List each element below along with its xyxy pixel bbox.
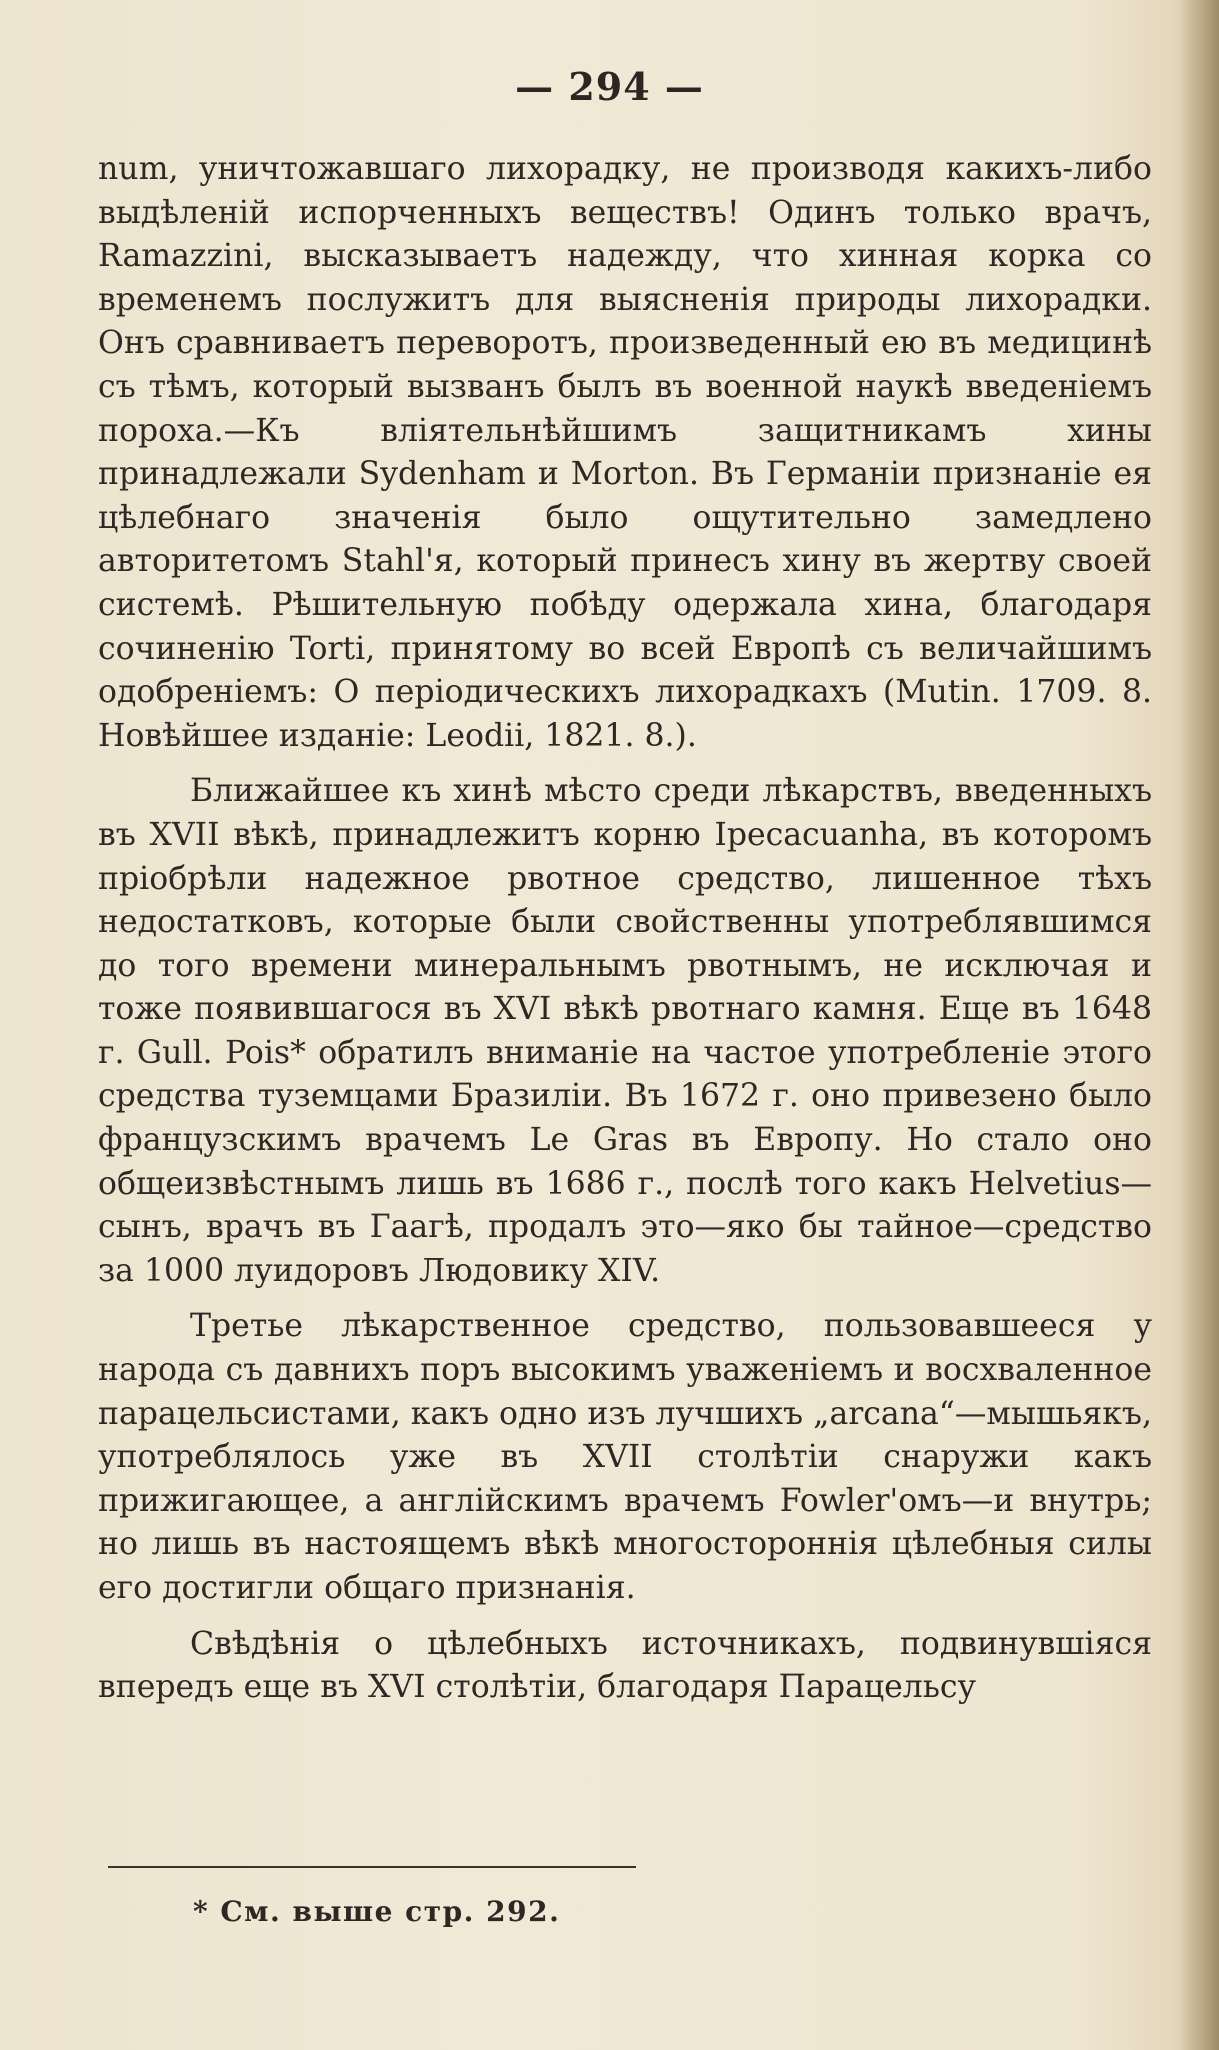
page-number: — 294 — (515, 64, 704, 109)
paragraph-2: Ближайшее къ хинѣ мѣсто среди лѣкарствъ, введенныхъ въ XVII вѣкѣ, принадлежитъ корню Ipecacuanha, въ которомъ пріобрѣли надежное рвотное средство, лишенное тѣхъ недостатковъ, которые были свойственны употреблявшимся до того времени минеральнымъ рвотнымъ, не исключая и тоже появившагося въ XVI вѣкѣ рвотнаго камня. Еще въ 1648 г. Gull. Pois* обратилъ вниманіе на частое употребленіе этого средства туземцами Бразиліи. Въ 1672 г. оно привезено было французскимъ врачемъ Le Gras въ Европу. Но стало оно общеизвѣстнымъ лишь въ 1686 г., послѣ того какъ Helvetius—сынъ, врачъ въ Гаагѣ, продалъ это—яко бы тайное—средство за 1000 луидоровъ Людовику XIV. (98, 773, 1152, 1289)
page-edge-shadow (1179, 0, 1219, 2050)
footnote-divider (108, 1866, 636, 1868)
paragraph-4: Свѣдѣнія о цѣлебныхъ источникахъ, подвинувшіяся впередъ еще въ XVI столѣтіи, благодаря Парацельсу (98, 1625, 1152, 1706)
paragraph-1: num, уничтожавшаго лихорадку, не производя какихъ-либо выдѣленій испорченныхъ веществъ! Одинъ только врачъ, Ramazzini, высказываетъ надежду, что хинная корка со временемъ послужитъ для выясненія природы лихорадки. Онъ сравниваетъ переворотъ, произведенный ею въ медицинѣ съ тѣмъ, который вызванъ былъ въ военной наукѣ введеніемъ пороха.—Къ вліятельнѣйшимъ защитникамъ хины принадлежали Sydenham и Morton. Въ Германіи признаніе ея цѣлебнаго значенія было ощутительно замедлено авторитетомъ Stahl'я, который принесъ хину въ жертву своей системѣ. Рѣшительную побѣду одержала хина, благодаря сочиненію Torti, принятому во всей Европѣ съ величайшимъ одобреніемъ: О періодическихъ лихорадкахъ (Mutin. 1709. 8. Новѣйшее изданіе: Leodii, 1821. 8.). (98, 151, 1152, 754)
paragraph-3: Третье лѣкарственное средство, пользовавшееся у народа съ давнихъ поръ высокимъ уваженіемъ и восхваленное парацельсистами, какъ одно изъ лучшихъ „arcana“—мышьякъ, употреблялось уже въ XVII столѣтіи снаружи какъ прижигающее, а англійскимъ врачемъ Fowler'омъ—и внутрь; но лишь въ настоящемъ вѣкѣ многостороннія цѣлебныя силы его достигли общаго признанія. (98, 1308, 1152, 1606)
footnote: * См. выше стр. 292. (193, 1895, 561, 1928)
body-text (98, 148, 1152, 1710)
